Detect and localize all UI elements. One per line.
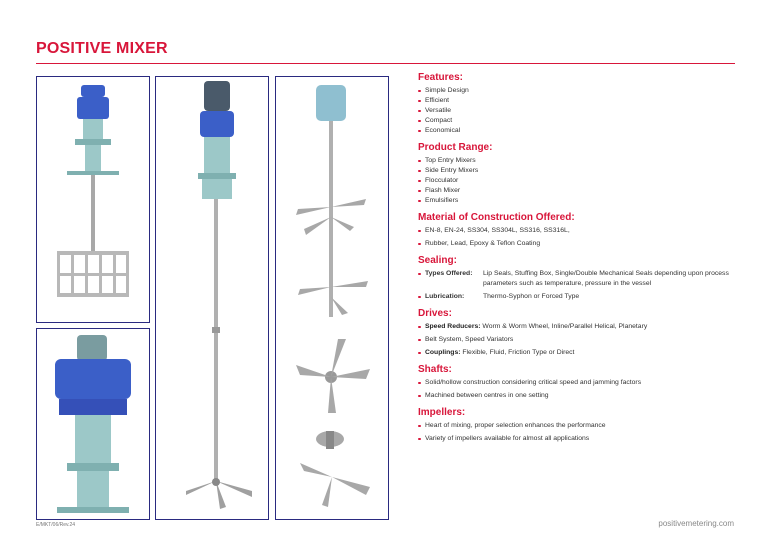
list-item: Emulsifiers — [418, 196, 738, 206]
list-item: Rubber, Lead, Epoxy & Teflon Coating — [418, 239, 738, 249]
shafts-section — [418, 364, 738, 401]
drives-speed-value: Worm & Worm Wheel, Inline/Parallel Helical, Planetary — [482, 323, 648, 330]
paddle-mixer-illustration — [37, 77, 149, 322]
sealing-types-label: Types Offered: — [425, 270, 473, 277]
page-title: POSITIVE MIXER — [36, 40, 168, 57]
photo-impellers — [275, 76, 389, 520]
drives-heading: Drives: — [418, 308, 452, 319]
photo-paddle-mixer — [36, 76, 150, 323]
list-item: Side Entry Mixers — [418, 166, 738, 176]
list-item: Compact — [418, 116, 738, 126]
list-item: Variety of impellers available for almost all applications — [418, 434, 738, 444]
sealing-lubrication-value: Thermo-Syphon or Forced Type — [483, 293, 580, 300]
impellers-illustration — [276, 77, 388, 519]
list-item: EN-8, EN-24, SS304, SS304L, SS316, SS316L, — [418, 226, 738, 236]
sealing-section — [418, 255, 738, 302]
drives-speed-item — [418, 322, 738, 332]
list-item: Simple Design — [418, 86, 738, 96]
product-range-heading: Product Range: — [418, 142, 493, 153]
website-link[interactable]: positivemetering.com — [658, 519, 734, 528]
drives-couplings-label: Couplings: — [425, 349, 461, 356]
list-item: Belt System, Speed Variators — [418, 335, 738, 345]
list-item: Efficient — [418, 96, 738, 106]
list-item: Versatile — [418, 106, 738, 116]
product-range-section — [418, 142, 738, 206]
long-shaft-mixer-illustration — [156, 77, 268, 519]
impellers-section — [418, 407, 738, 444]
material-heading: Material of Construction Offered: — [418, 212, 575, 223]
list-item: Flash Mixer — [418, 186, 738, 196]
document-code: E/MKT/06/Rev.24 — [36, 522, 76, 528]
drives-speed-label: Speed Reducers: — [425, 323, 481, 330]
title-divider — [36, 63, 735, 64]
impellers-heading: Impellers: — [418, 407, 466, 418]
list-item: Solid/hollow construction considering critical speed and jamming factors — [418, 378, 738, 388]
list-item: Flocculator — [418, 176, 738, 186]
sealing-types-value: Lip Seals, Stuffing Box, Single/Double Mechanical Seals depending upon process parameters such as temperature, pressure in the vessel — [483, 270, 729, 287]
features-section — [418, 72, 738, 136]
drives-couplings-item — [418, 348, 738, 358]
features-heading: Features: — [418, 72, 464, 83]
shafts-heading: Shafts: — [418, 364, 452, 375]
sealing-lubrication-label: Lubrication: — [425, 293, 465, 300]
gearbox-mixer-illustration — [37, 329, 149, 519]
list-item: Heart of mixing, proper selection enhances the performance — [418, 421, 738, 431]
sealing-lubrication-item — [418, 292, 738, 302]
spec-content — [418, 72, 738, 450]
list-item: Machined between centres in one setting — [418, 391, 738, 401]
sealing-heading: Sealing: — [418, 255, 457, 266]
photo-long-shaft-mixer — [155, 76, 269, 520]
drives-section — [418, 308, 738, 358]
list-item: Top Entry Mixers — [418, 156, 738, 166]
drives-couplings-value: Flexible, Fluid, Friction Type or Direct — [462, 349, 575, 356]
material-section — [418, 212, 738, 249]
photo-gearbox-mixer — [36, 328, 150, 520]
sealing-types-item — [418, 269, 738, 289]
list-item: Economical — [418, 126, 738, 136]
